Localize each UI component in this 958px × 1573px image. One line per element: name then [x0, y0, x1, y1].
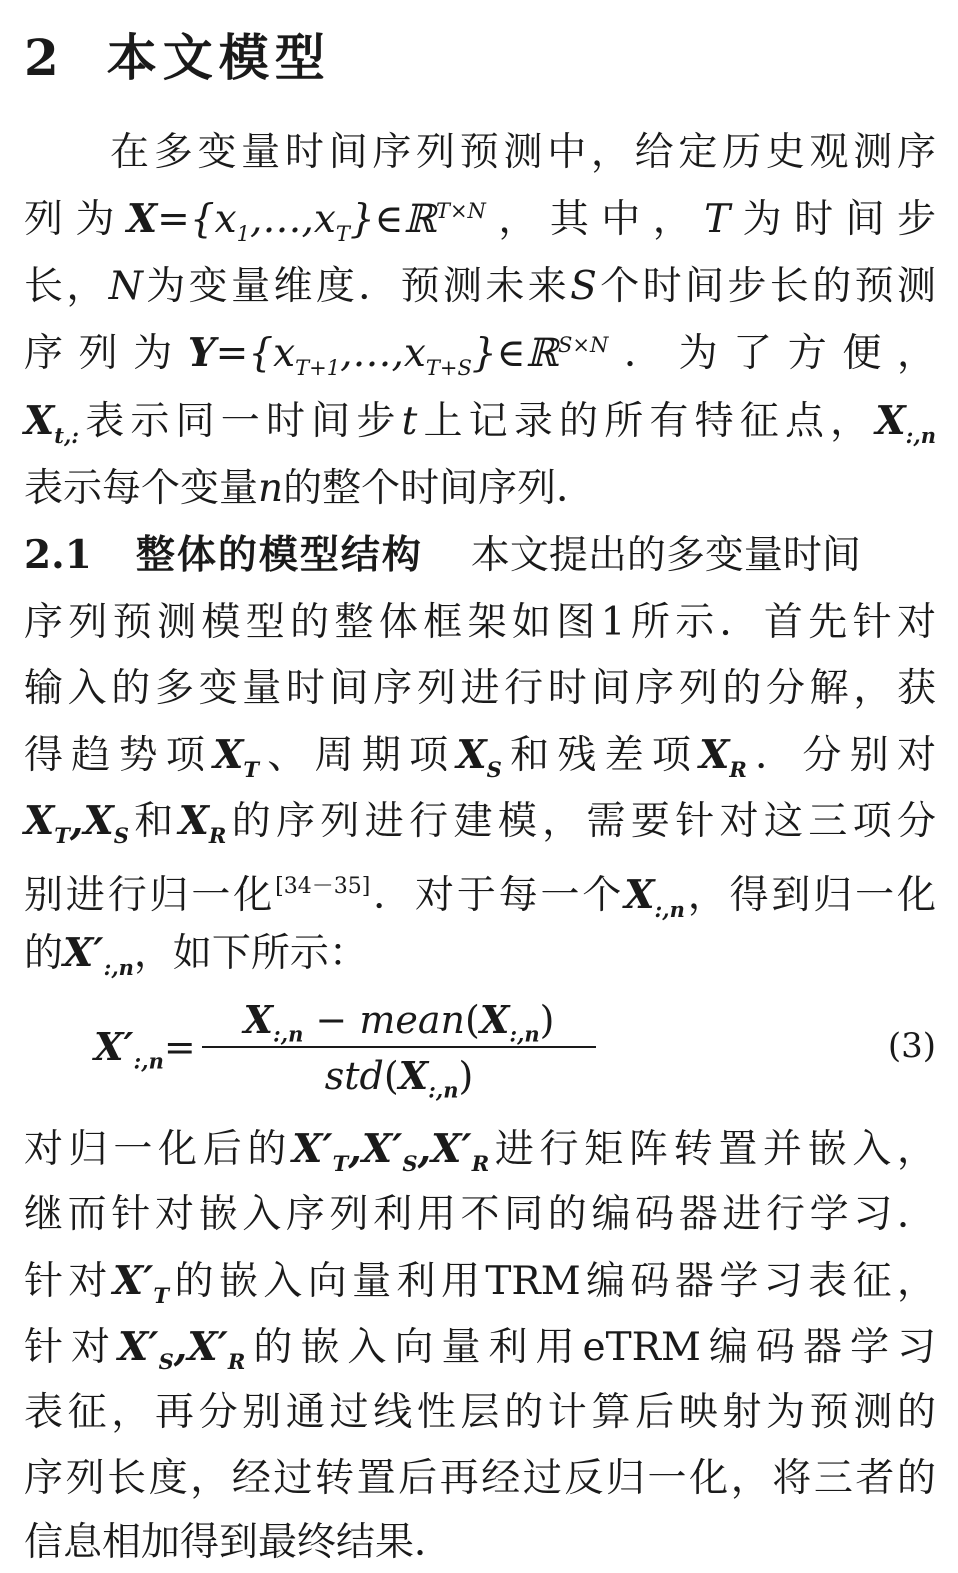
equation-denominator: $std(X_{:,n})$: [324, 1053, 474, 1103]
body2-line-2: 继而针对嵌入序列利用不同的编码器进行学习．: [24, 1192, 936, 1237]
body1-line-3: 输入的多变量时间序列进行时间序列的分解，获: [24, 666, 936, 711]
body2-line-7: 信息相加得到最终结果．: [24, 1520, 454, 1565]
body2-line-4: 针对$X'_S,X'_R$的嵌入向量利用eTRM编码器学习: [24, 1324, 936, 1374]
subsection-title: 整体的模型结构: [135, 533, 423, 578]
section-number: 2: [24, 28, 59, 87]
intro-line-6: 表示每个变量n的整个时间序列．: [24, 466, 596, 511]
section-heading: [24, 30, 331, 86]
body2-line-1: 对归一化后的$X'_T,X'_S,X'_R$进行矩阵转置并嵌入，: [24, 1126, 936, 1176]
body1-line-7: 的$X'_{:,n}$，如下所示：: [24, 930, 368, 980]
equation-lhs: $X'_{:,n}=$: [94, 1024, 196, 1074]
equation-3: [94, 996, 936, 1106]
subsection-heading-line: 2.1 整体的模型结构 本文提出的多变量时间: [24, 532, 861, 578]
intro-line-1: 在多变量时间序列预测中，给定历史观测序: [110, 130, 936, 175]
intro-line-4: 序列为$Y=\{x_{T+1},\dots,x_{T+S}\}\in ℝ^{S\times N}$．为了方便，: [24, 330, 936, 380]
body1-line-2: 序列预测模型的整体框架如图1所示．首先针对: [24, 600, 936, 645]
body1-line-6: 别进行归一化[34－35]．对于每一个$X_{:,n}$，得到归一化: [24, 872, 936, 922]
body1-line-5: $X_T,X_S$和$X_R$的序列进行建模，需要针对这三项分: [24, 798, 936, 848]
math-x-def: $X=\{x_1,\dots,x_T\}\in ℝ^{T\times N}$: [126, 196, 486, 246]
math-y-def: $Y=\{x_{T+1},\dots,x_{T+S}\}\in ℝ^{S\times N}$: [187, 330, 609, 380]
equation-fraction: [202, 996, 596, 1103]
body2-line-6: 序列长度，经过转置后再经过反归一化，将三者的: [24, 1456, 936, 1501]
equation-number: (3): [887, 1026, 936, 1066]
body1-line-4: 得趋势项$X_T$、周期项$X_S$和残差项$X_R$．分别对: [24, 732, 936, 782]
equation-numerator: $X_{:,n}$ − $mean(X_{:,n})$: [243, 997, 555, 1047]
body2-line-5: 表征，再分别通过线性层的计算后映射为预测的: [24, 1390, 936, 1435]
intro-line-2: 列为$X=\{x_1,\dots,x_T\}\in ℝ^{T\times N}$，其中，T为时间步: [24, 196, 936, 246]
citation: [34－35]: [275, 874, 371, 899]
subsection-number: 2.1: [24, 532, 92, 578]
intro-line-5: $X_{t,:}$表示同一时间步t上记录的所有特征点，$X_{:,n}$: [24, 398, 936, 448]
intro-line-3: 长，N为变量维度．预测未来S个时间步长的预测: [24, 264, 936, 309]
section-title: 本文模型: [106, 29, 331, 87]
body2-line-3: 针对$X'_T$的嵌入向量利用TRM编码器学习表征，: [24, 1258, 936, 1308]
